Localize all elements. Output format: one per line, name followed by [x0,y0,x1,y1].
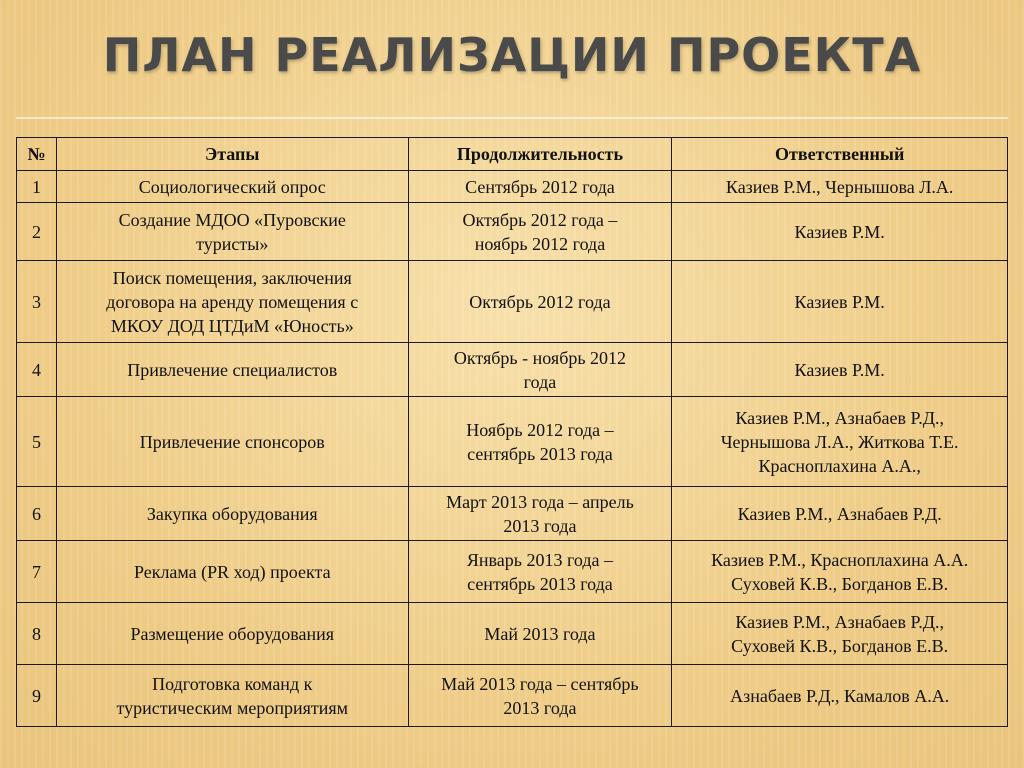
stage-cell-line: Размещение оборудования [130,623,335,644]
responsible-cell-line: Казиев Р.М., Чернышова Л.А. [725,176,954,197]
stage-cell [56,397,408,487]
responsible-cell [672,171,1008,203]
table-row [17,665,1008,727]
stage-cell [56,541,408,603]
table-row [17,203,1008,261]
stage-cell [56,343,408,397]
stage-cell [56,487,408,541]
stage-cell-line: Поиск помещения, заключения [112,267,352,288]
header-duration: Продолжительность [408,138,672,171]
duration-cell-line: сентябрь 2013 года [467,443,613,464]
table-header-row [17,138,1008,171]
stage-cell-line: Создание МДОО «Пуровские [118,209,346,230]
stage-cell [56,603,408,665]
duration-cell [408,261,672,343]
header-stage: Этапы [56,138,408,171]
responsible-cell-line: Суховей К.В., Богданов Е.В. [731,573,949,594]
stage-cell-line: Социологический опрос [138,176,326,197]
row-number: 5 [17,397,57,487]
responsible-cell [672,603,1008,665]
table-row [17,261,1008,343]
stage-cell-line: МКОУ ДОД ЦТДиМ «Юность» [110,315,354,336]
table-row [17,343,1008,397]
table-row [17,487,1008,541]
table-body [17,171,1008,727]
header-num: № [17,138,57,171]
responsible-cell-line: Казиев Р.М., Азнабаев Р.Д. [737,503,942,524]
responsible-cell-line: Казиев Р.М. [794,221,885,242]
responsible-cell [672,665,1008,727]
responsible-cell [672,487,1008,541]
responsible-cell-line: Казиев Р.М. [794,291,885,312]
stage-cell-line: Привлечение специалистов [127,359,338,380]
stage-cell-line: Привлечение спонсоров [139,431,325,452]
row-number: 3 [17,261,57,343]
table-row [17,541,1008,603]
stage-cell-line: Реклама (PR ход) проекта [133,561,331,582]
responsible-cell [672,343,1008,397]
stage-cell [56,171,408,203]
stage-cell [56,203,408,261]
row-number: 7 [17,541,57,603]
row-number: 9 [17,665,57,727]
stage-cell [56,665,408,727]
responsible-cell-line: Казиев Р.М. [794,359,885,380]
duration-cell [408,603,672,665]
duration-cell-line: Январь 2013 года – [466,549,614,570]
stage-cell [56,261,408,343]
duration-cell-line: Ноябрь 2012 года – [466,419,614,440]
duration-cell-line: Март 2013 года – апрель [446,491,634,512]
stage-cell-line: туристическим мероприятиям [116,697,349,718]
duration-cell-line: сентябрь 2013 года [467,573,613,594]
duration-cell [408,171,672,203]
duration-cell-line: 2013 года [503,515,577,536]
table-row [17,397,1008,487]
responsible-cell-line: Казиев Р.М., Азнабаев Р.Д., [735,611,945,632]
header-responsible: Ответственный [672,138,1008,171]
duration-cell-line: Октябрь - ноябрь 2012 [453,347,627,368]
duration-cell-line: года [523,371,557,392]
responsible-cell-line: Азнабаев Р.Д., Камалов А.А. [730,685,950,706]
stage-cell-line: туристы» [196,233,269,254]
duration-cell [408,541,672,603]
duration-cell [408,665,672,727]
duration-cell [408,487,672,541]
responsible-cell-line: Красноплахина А.А., [758,455,921,476]
row-number: 2 [17,203,57,261]
duration-cell [408,343,672,397]
row-number: 6 [17,487,57,541]
responsible-cell-line: Казиев Р.М., Азнабаев Р.Д., [735,407,945,428]
table-row [17,171,1008,203]
stage-cell-line: Подготовка команд к [152,673,313,694]
table-row [17,603,1008,665]
duration-cell-line: ноябрь 2012 года [474,233,606,254]
responsible-cell [672,203,1008,261]
responsible-cell-line: Казиев Р.М., Красноплахина А.А. [711,549,969,570]
duration-cell-line: Октябрь 2012 года [469,291,611,312]
responsible-cell [672,261,1008,343]
title-divider [16,117,1008,119]
stage-cell-line: Закупка оборудования [146,503,318,524]
stage-cell-line: договора на аренду помещения с [106,291,359,312]
project-plan-table [16,137,1008,727]
row-number: 4 [17,343,57,397]
responsible-cell-line: Чернышова Л.А., Житкова Т.Е. [720,431,959,452]
responsible-cell-line: Суховей К.В., Богданов Е.В. [731,635,949,656]
duration-cell [408,203,672,261]
responsible-cell [672,541,1008,603]
row-number: 1 [17,171,57,203]
duration-cell-line: Май 2013 года [484,623,596,644]
responsible-cell [672,397,1008,487]
duration-cell-line: Октябрь 2012 года – [462,209,618,230]
duration-cell-line: Май 2013 года – сентябрь [441,673,639,694]
duration-cell-line: Сентябрь 2012 года [465,176,615,197]
page-title: ПЛАН РЕАЛИЗАЦИИ ПРОЕКТА [102,28,922,82]
row-number: 8 [17,603,57,665]
duration-cell [408,397,672,487]
duration-cell-line: 2013 года [503,697,577,718]
